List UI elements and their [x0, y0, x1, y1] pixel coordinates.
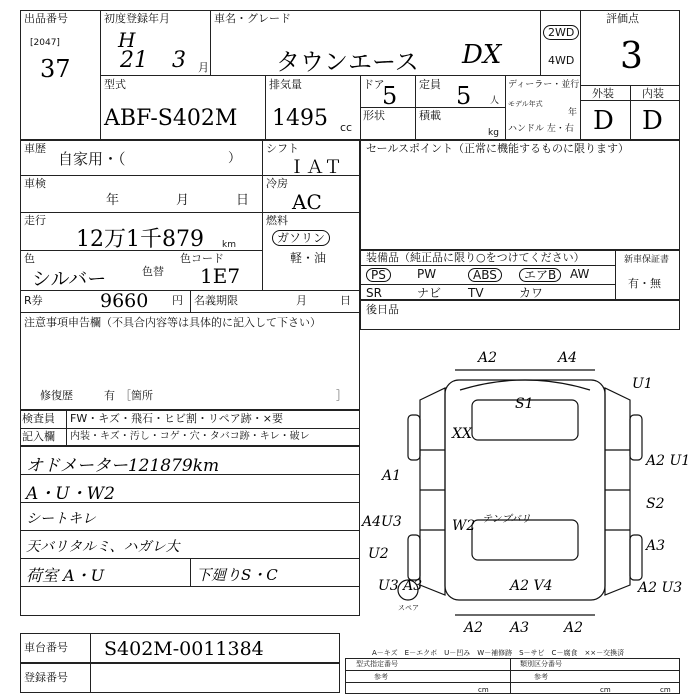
fuel-value: ガソリン — [272, 232, 330, 244]
inspection-day: 日 — [236, 193, 250, 208]
comment-line-3: シートキレ — [26, 511, 96, 527]
equipment-item: AW — [570, 267, 590, 281]
equipment-title: 装備品（純正品に限り○をつけてください） — [366, 251, 585, 264]
recycle-yen: 円 — [172, 294, 183, 307]
inspection-year: 年 — [106, 193, 120, 208]
mark-6: A1 — [382, 468, 402, 484]
mark-14: A2 V4 — [510, 578, 553, 594]
warranty-month: 月 — [296, 294, 307, 307]
recycle-label: R券 — [24, 294, 43, 307]
lot-code: [2047] — [30, 38, 60, 48]
mark-15: U3 A3 — [378, 578, 423, 594]
mark-10: W2 — [452, 518, 476, 534]
damage-marks — [360, 350, 690, 636]
footer-right-label: 類別区分番号 — [520, 660, 562, 668]
use-close: ） — [228, 151, 242, 166]
footer-left-label: 型式指定番号 — [356, 660, 398, 668]
car-damage-diagram — [360, 340, 691, 640]
mark-11: テンプバリ — [482, 514, 531, 525]
footer-cm-3: cm — [660, 686, 671, 694]
repair-place: ［箇所 — [120, 389, 153, 402]
mileage-unit: km — [222, 240, 236, 250]
chassis-label: 車台番号 — [24, 641, 68, 654]
entry-line: 内装・キズ・汚し・コゲ・穴・タバコ跡・キレ・破レ — [70, 431, 310, 442]
mark-13: U2 — [368, 546, 389, 562]
dealer-label: ディーラー・並行 — [508, 80, 580, 90]
capacity-label: 定員 — [419, 78, 441, 91]
mark-1: A2 — [478, 350, 498, 366]
reg-month: 3 — [172, 48, 186, 73]
later-items-box — [360, 300, 680, 330]
inspection-label: 車検 — [24, 177, 46, 190]
mark-3: U1 — [632, 376, 653, 392]
exterior-grade: D — [593, 106, 614, 136]
comment-line-6: 下廻りS・C — [196, 566, 278, 584]
comment-line-4: 天バリタルミ、ハガレ大 — [26, 539, 180, 555]
chassis-number: S402M-0011384 — [104, 638, 264, 660]
reg-era: H — [118, 28, 136, 52]
recycle-value: 9660 — [100, 290, 149, 312]
ac-label: 冷房 — [266, 177, 288, 190]
mark-18: A3 — [510, 620, 530, 636]
door-label: ドア — [363, 78, 385, 91]
mark-2: A4 — [558, 350, 578, 366]
mark-4: S1 — [515, 396, 534, 412]
handle-label: ハンドル 左・右 — [508, 124, 574, 134]
registration-box — [20, 663, 340, 693]
equipment-item: PS — [366, 268, 391, 282]
equipment-item: エアB — [519, 268, 561, 282]
fuel-alt: 軽・油 — [290, 251, 327, 265]
model-year-unit: 年 — [568, 108, 578, 118]
sales-box — [360, 140, 680, 250]
shift-label: シフト — [266, 142, 299, 155]
inspector-line: FW・キズ・飛石・ヒビ割・リペア跡・×要 — [70, 412, 283, 425]
repair-label: 修復歴 — [40, 389, 73, 402]
entry-label: 記入欄 — [22, 430, 55, 443]
inspector-label: 検査員 — [22, 412, 55, 425]
inspection-month: 月 — [176, 193, 190, 208]
displacement-value: 1495 — [272, 106, 328, 131]
repair-close: ］ — [336, 389, 347, 402]
equipment-item: PW — [417, 267, 437, 281]
later-items-label: 後日品 — [366, 303, 399, 316]
equipment-row-2 — [360, 286, 615, 300]
score-value: 3 — [620, 36, 643, 77]
footer-cm-2: cm — [600, 686, 611, 694]
displacement-unit: cc — [340, 121, 353, 134]
equipment-item: SR — [366, 286, 382, 300]
drive-4wd: 4WD — [548, 54, 575, 67]
mark-16: A2 U3 — [638, 580, 683, 596]
shift-value: ＩＡＴ — [288, 157, 342, 178]
shape-label: 形状 — [363, 109, 385, 122]
color-code-label: 色コード — [180, 252, 224, 265]
use-label: 車歴 — [24, 142, 46, 155]
equipment-item: ABS — [468, 268, 502, 282]
exterior-label: 外装 — [592, 87, 614, 100]
lot-number: 37 — [40, 55, 71, 83]
comment-line-1: オドメーター121879km — [26, 456, 220, 476]
equipment-item: カワ — [519, 286, 544, 300]
reg-month-unit: 月 — [198, 61, 209, 74]
fuel-label: 燃料 — [266, 214, 288, 227]
equipment-row-1 — [360, 267, 615, 283]
load-label: 積載 — [419, 109, 441, 122]
repair-value: 有 — [104, 389, 115, 402]
displacement-label: 排気量 — [269, 78, 302, 91]
capacity-value: 5 — [456, 82, 472, 110]
load-unit: kg — [488, 128, 499, 138]
car-name-label: 車名・グレード — [214, 12, 291, 25]
mark-5: XX — [452, 426, 472, 442]
color-change-label: 色替 — [142, 265, 164, 278]
mark-17: A2 — [464, 620, 484, 636]
first-reg-label: 初度登録年月 — [104, 12, 170, 25]
mark-7: A2 U1 — [646, 453, 691, 469]
model-year-label: モデル年式 — [508, 100, 543, 108]
score-label: 評価点 — [606, 12, 639, 25]
footer-ref-1: 参考 — [374, 673, 388, 681]
warranty-day: 日 — [340, 294, 351, 307]
ac-value: AC — [292, 190, 322, 214]
mileage-value: 12万1千879 — [76, 227, 204, 252]
color-value: シルバー — [32, 268, 107, 290]
reg-year: 21 — [120, 48, 148, 73]
car-name: タウンエース — [276, 48, 419, 76]
registration-label: 登録番号 — [24, 671, 68, 684]
comment-line-5: 荷室 A・U — [26, 566, 105, 585]
notes-label: 注意事項申告欄（不具合内容等は具体的に記入して下さい） — [24, 316, 321, 329]
lot-label: 出品番号 — [24, 12, 68, 25]
footer-cm-1: cm — [478, 686, 489, 694]
mark-19: A2 — [564, 620, 584, 636]
drive-2wd: 2WD — [543, 27, 579, 39]
color-label: 色 — [24, 252, 35, 265]
footer-ref-2: 参考 — [534, 673, 548, 681]
doors-value: 5 — [382, 82, 398, 110]
comment-line-2: A・U・W2 — [26, 484, 115, 504]
damage-legend: A－キズ E－エクボ U－凹み W－補修跡 S－サビ C－腐食 ××－交換済 — [372, 649, 625, 657]
interior-label: 内装 — [642, 87, 664, 100]
mark-9: A4U3 — [362, 514, 402, 530]
model-code: ABF-S402M — [104, 106, 238, 131]
use-value: 自家用・（ — [58, 150, 126, 168]
mark-12: A3 — [646, 538, 666, 554]
mark-8: S2 — [646, 496, 665, 512]
new-car-warranty-label: 新車保証書 — [624, 255, 670, 265]
grade: DX — [462, 40, 502, 70]
capacity-unit: 人 — [490, 96, 500, 106]
new-car-warranty-value: 有・無 — [628, 277, 661, 290]
sales-label: セールスポイント（正常に機能するものに限ります） — [366, 142, 630, 155]
equipment-item: TV — [468, 286, 484, 300]
mileage-label: 走行 — [24, 214, 46, 227]
warranty-period-label: 名義期限 — [194, 294, 238, 307]
equipment-item: ナビ — [417, 286, 442, 300]
model-label: 型式 — [104, 78, 126, 91]
interior-grade: D — [642, 106, 663, 136]
color-code: 1E7 — [200, 264, 241, 288]
spare-label: スペア — [398, 604, 419, 612]
